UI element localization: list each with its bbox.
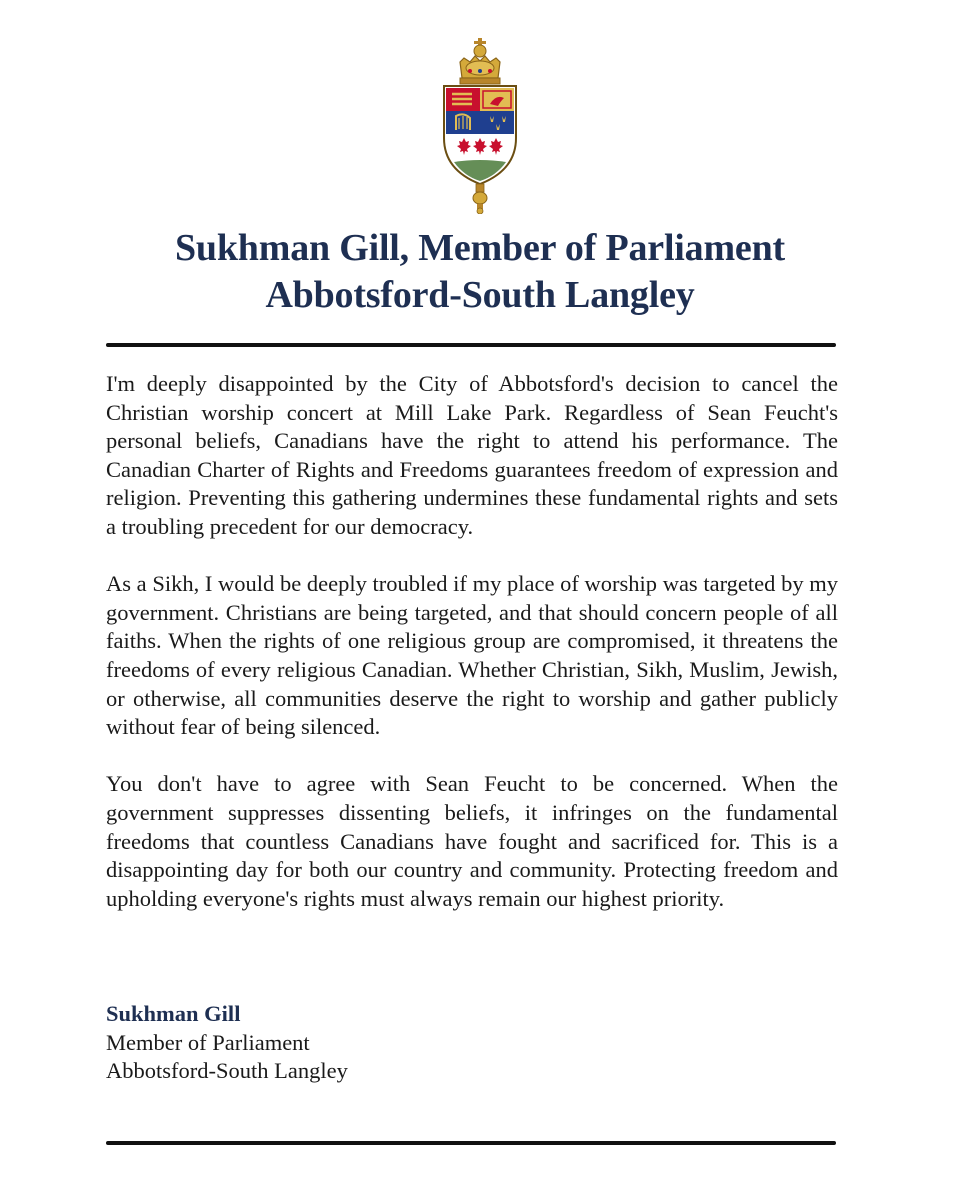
title-line-name: Sukhman Gill, Member of Parliament [175,227,785,269]
divider-bottom [106,1141,836,1145]
statement-body [106,370,838,942]
statement-paragraph-1: I'm deeply disappointed by the City of Abbotsford's decision to cancel the Christian worship concert at Mill Lake Park. Regardless of Sean Feucht's personal beliefs, Canadians have the right to attend his performance. The Canadian Charter of Rights and Freedoms guarantees freedom of expression and religion. Preventing this gathering undermines these fundamental rights and sets a troubling precedent for our democracy. [106,371,838,539]
signature-name: Sukhman Gill [106,1001,241,1026]
house-of-commons-crest-icon [434,38,526,214]
signature-block [106,1000,706,1086]
title-line-riding: Abbotsford-South Langley [265,274,695,316]
signature-role: Member of Parliament [106,1029,310,1055]
signature-riding: Abbotsford-South Langley [106,1058,348,1084]
statement-paragraph-2: As a Sikh, I would be deeply troubled if my place of worship was targeted by my government. Christians are being targeted, and that should concern people of all faiths. When the rights of one religious group are compromised, it threatens the freedoms of every religious Canadian. Whether Christian, Sikh, Muslim, Jewish, or otherwise, all communities deserve the right to worship and gather publicly without fear of being silenced. [106,571,838,740]
statement-paragraph-3: You don't have to agree with Sean Feucht to be concerned. When the government suppresses dissenting beliefs, it infringes on the fundamental freedoms that countless Canadians have fought and sacrificed for. This is a disappointing day for both our country and community. Protecting freedom and upholding everyone's rights must always remain our highest priority. [106,771,838,911]
divider-top [106,343,836,347]
page-title [0,225,960,319]
